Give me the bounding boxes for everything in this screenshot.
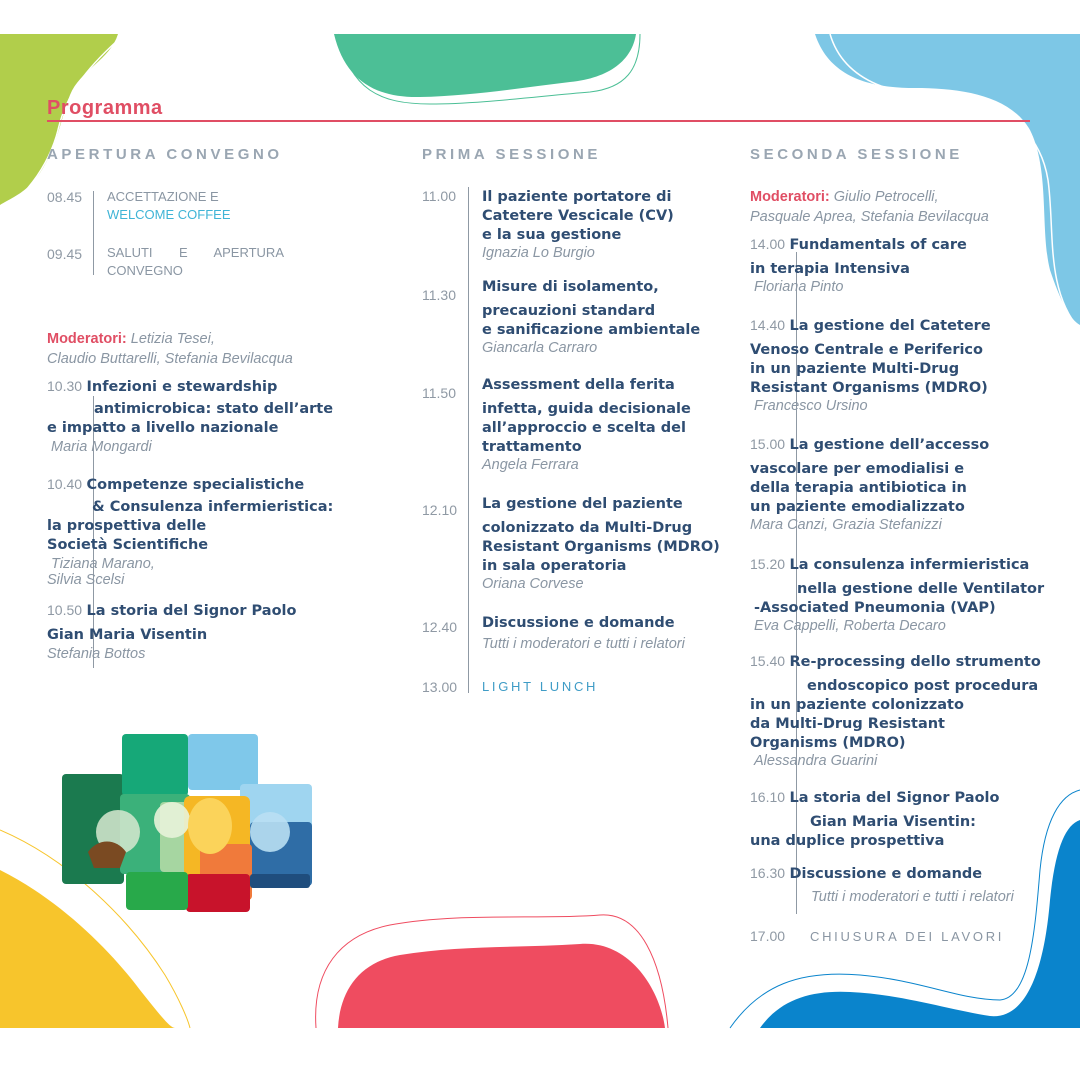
- col3-talk-6-title-line3: una duplice prospettiva: [750, 833, 945, 849]
- col1-time-1: 08.45: [47, 189, 83, 205]
- col1-talk-2-speaker-line2: Silvia Scelsi: [47, 572, 125, 588]
- col3-talk-3-time: 15.00: [750, 436, 786, 452]
- green-wave-shape: [334, 34, 636, 97]
- col3-talk-3-title-line2: vascolare per emodialisi e: [750, 461, 965, 477]
- col1-item-accettazione-line1: ACCETTAZIONE E: [107, 189, 219, 204]
- col1-talk-2-speaker-line1: Tiziana Marano,: [51, 556, 155, 572]
- col2-talk-4-title-line3: Resistant Organisms (MDRO): [482, 539, 720, 555]
- col3-talk-2-time: 14.40: [750, 317, 786, 333]
- col3-talk-2-speaker: Francesco Ursino: [754, 398, 868, 414]
- col2-talk-4: [482, 495, 720, 592]
- col3-talk-5-title-line2: endoscopico post procedura: [807, 678, 1039, 694]
- col2-talk-3-time: 11.50: [422, 385, 456, 401]
- col2-talk-2-speaker: Giancarla Carraro: [482, 340, 598, 356]
- col1-item-accettazione: [107, 188, 231, 224]
- col3-talk-7-title: Discussione e domande: [789, 866, 983, 882]
- col1-talk-1-title-line3: e impatto a livello nazionale: [47, 420, 279, 436]
- col1-talk-3-title-line1: La storia del Signor Paolo: [86, 603, 297, 619]
- col3-talk-5-time: 15.40: [750, 653, 786, 669]
- col3-talk-5-speaker: Alessandra Guarini: [754, 753, 878, 769]
- col1-moderators-label: Moderatori:: [47, 331, 127, 347]
- col2-header: PRIMA SESSIONE: [422, 146, 602, 163]
- col1-talk-1-time: 10.30: [47, 378, 83, 394]
- col3-talk-1-time: 14.00: [750, 236, 786, 252]
- col3-talk-1-title-line2: in terapia Intensiva: [750, 261, 910, 277]
- col3-talk-7-speaker: Tutti i moderatori e tutti i relatori: [811, 889, 1014, 905]
- col2-talk-1-title-line3: e la sua gestione: [482, 227, 622, 243]
- col3-talk-4-title-line3: -Associated Pneumonia (VAP): [754, 600, 996, 616]
- puzzle-logo: [60, 734, 316, 914]
- col1-item-saluti-line2: CONVEGNO: [107, 263, 183, 278]
- col2-talk-3-title-line3: all’approccio e scelta del: [482, 420, 686, 436]
- col3-talk-6-title-line2: Gian Maria Visentin:: [810, 814, 976, 830]
- col2-timeline: [468, 187, 469, 693]
- col3-talk-1-speaker: Floriana Pinto: [754, 279, 844, 295]
- puzzle-piece-skyblue: [188, 734, 258, 790]
- col2-talk-5-speaker: Tutti i moderatori e tutti i relatori: [482, 636, 685, 652]
- col2-talk-2-title-line1: Misure di isolamento,: [482, 279, 659, 295]
- col3-talk-4-title-line2: nella gestione delle Ventilator: [797, 581, 1045, 597]
- col3-talk-7: [750, 865, 1014, 905]
- figure-head-middle: [154, 802, 190, 838]
- col2-talk-3-speaker: Angela Ferrara: [482, 457, 579, 473]
- col2-lunch-label: LIGHT LUNCH: [482, 679, 599, 694]
- col3-talk-1-title-line1: Fundamentals of care: [789, 237, 967, 253]
- col2-talk-1-title-line2: Catetere Vescicale (CV): [482, 208, 674, 224]
- col1-item-saluti: [107, 244, 284, 280]
- col3-header: SECONDA SESSIONE: [750, 146, 963, 163]
- col2-talk-5-time: 12.40: [422, 619, 458, 635]
- col3-talk-6-time: 16.10: [750, 789, 786, 805]
- col3-talk-5-title-line3: in un paziente colonizzato: [750, 697, 964, 713]
- blue-wave-shape: [760, 820, 1080, 1028]
- col2-talk-2-title-line3: e sanificazione ambientale: [482, 322, 701, 338]
- col1-talk-3-speaker: Stefania Bottos: [47, 646, 146, 662]
- puzzle-piece-teal: [122, 734, 188, 796]
- col3-closing-time: 17.00: [750, 928, 786, 944]
- col1-talk-2: [47, 476, 333, 588]
- col1-talk-2-time: 10.40: [47, 476, 83, 492]
- col1-timeline-top: [93, 191, 94, 275]
- col2-talk-3-title-line4: trattamento: [482, 439, 582, 455]
- col1-item-saluti-line1: SALUTI E APERTURA: [107, 245, 284, 260]
- col2-talk-4-title-line4: in sala operatoria: [482, 558, 627, 574]
- red-wave-shape: [338, 944, 665, 1028]
- col1-moderators: [47, 329, 293, 369]
- figure-head-right: [250, 812, 290, 852]
- col2-talk-3: [482, 376, 691, 473]
- col2-talk-3-title-line2: infetta, guida decisionale: [482, 401, 691, 417]
- col3-moderators: [750, 187, 989, 227]
- col3-talk-3-title-line1: La gestione dell’accesso: [789, 437, 990, 453]
- col2-talk-1-time: 11.00: [422, 188, 456, 204]
- col1-moderators-line1: Letizia Tesei,: [126, 331, 215, 347]
- col2-talk-1-speaker: Ignazia Lo Burgio: [482, 245, 595, 261]
- col3-talk-3: [750, 436, 989, 533]
- col1-talk-1-title-line1: Infezioni e stewardship: [86, 379, 278, 395]
- page-title: Programma: [47, 97, 163, 119]
- puzzle-piece-bottomgreen: [126, 872, 188, 910]
- col1-talk-3: [47, 602, 296, 662]
- col3-moderators-line2: Pasquale Aprea, Stefania Bevilacqua: [750, 209, 989, 225]
- title-divider: [47, 120, 1030, 122]
- col2-talk-4-title-line1: La gestione del paziente: [482, 496, 683, 512]
- col3-talk-5-title-line5: Organisms (MDRO): [750, 735, 906, 751]
- col2-talk-1-title-line1: Il paziente portatore di: [482, 189, 672, 205]
- col3-talk-5-title-line4: da Multi-Drug Resistant: [750, 716, 945, 732]
- col1-header: APERTURA CONVEGNO: [47, 146, 283, 163]
- col3-talk-2-title-line4: Resistant Organisms (MDRO): [750, 380, 988, 396]
- col1-item-accettazione-line2: WELCOME COFFEE: [107, 207, 231, 222]
- col3-talk-4: [750, 556, 1044, 634]
- col2-talk-2: [482, 278, 700, 356]
- col3-talk-2: [750, 317, 991, 414]
- col3-moderators-line1: Giulio Petrocelli,: [829, 189, 939, 205]
- puzzle-piece-navy: [250, 874, 310, 888]
- col2-talk-3-title-line1: Assessment della ferita: [482, 377, 675, 393]
- col3-talk-3-title-line3: della terapia antibiotica in: [750, 480, 967, 496]
- col1-talk-3-title-line2: Gian Maria Visentin: [47, 627, 208, 643]
- col3-talk-6-title-line1: La storia del Signor Paolo: [789, 790, 1000, 806]
- col2-lunch-time: 13.00: [422, 679, 458, 695]
- col3-talk-7-time: 16.30: [750, 865, 786, 881]
- col3-talk-2-title-line1: La gestione del Catetere: [789, 318, 991, 334]
- col2-talk-2-title-line2: precauzioni standard: [482, 303, 656, 319]
- col3-talk-6: [750, 789, 999, 851]
- col1-talk-2-title-line4: Società Scientifiche: [47, 537, 209, 553]
- col1-talk-1-title-line2: antimicrobica: stato dell’arte: [94, 401, 334, 417]
- col1-talk-2-title-line1: Competenze specialistiche: [86, 477, 305, 493]
- col3-talk-5-title-line1: Re-processing dello strumento: [789, 654, 1041, 670]
- col1-moderators-line2: Claudio Buttarelli, Stefania Bevilacqua: [47, 351, 293, 367]
- col3-talk-3-title-line4: un paziente emodializzato: [750, 499, 965, 515]
- col2-talk-4-speaker: Oriana Corvese: [482, 576, 584, 592]
- col1-time-2: 09.45: [47, 246, 83, 262]
- col3-talk-4-time: 15.20: [750, 556, 786, 572]
- col3-talk-4-title-line1: La consulenza infermieristica: [789, 557, 1030, 573]
- puzzle-piece-red: [186, 874, 250, 912]
- col1-talk-3-time: 10.50: [47, 602, 83, 618]
- col1-talk-1-speaker: Maria Mongardi: [51, 439, 152, 455]
- col3-talk-4-speaker: Eva Cappelli, Roberta Decaro: [754, 618, 946, 634]
- col3-closing-label: CHIUSURA DEI LAVORI: [810, 929, 1005, 944]
- col3-moderators-label: Moderatori:: [750, 189, 830, 205]
- col2-talk-5-title: Discussione e domande: [482, 615, 675, 631]
- col1-talk-2-title-line2: & Consulenza infermieristica:: [92, 499, 334, 515]
- col3-talk-1: [750, 236, 967, 295]
- col1-talk-1: [47, 378, 333, 455]
- col3-talk-5: [750, 653, 1041, 769]
- col1-talk-2-title-line3: la prospettiva delle: [47, 518, 207, 534]
- col2-talk-1: [482, 188, 674, 261]
- col2-talk-5: [482, 614, 685, 652]
- col3-talk-2-title-line2: Venoso Centrale e Periferico: [750, 342, 983, 358]
- col3-talk-3-speaker: Mara Canzi, Grazia Stefanizzi: [750, 517, 942, 533]
- col2-talk-4-title-line2: colonizzato da Multi-Drug: [482, 520, 693, 536]
- col2-talk-4-time: 12.10: [422, 502, 458, 518]
- figure-face-center: [188, 798, 232, 854]
- col2-talk-2-time: 11.30: [422, 287, 456, 303]
- col3-talk-2-title-line3: in un paziente Multi-Drug: [750, 361, 960, 377]
